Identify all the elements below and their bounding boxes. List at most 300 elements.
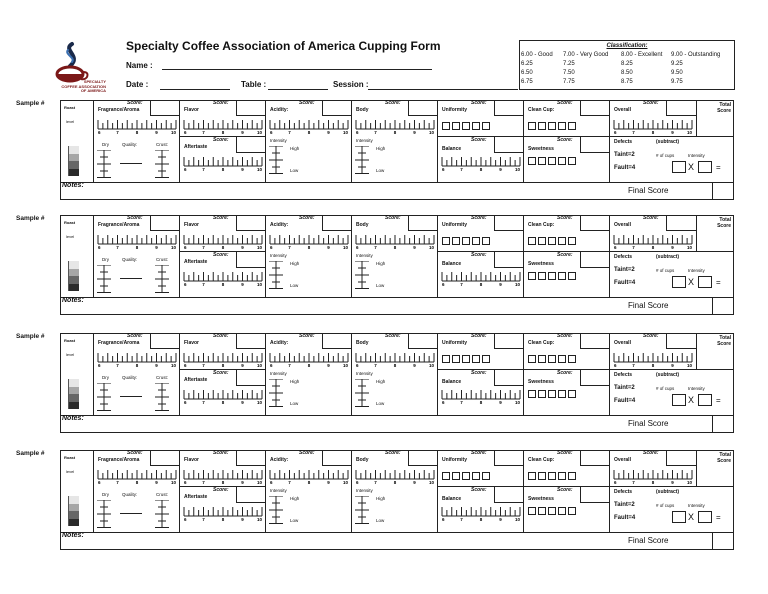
roast-swatch[interactable] xyxy=(68,496,79,504)
taint-label: Taint=2 xyxy=(614,267,635,273)
cup-checkbox[interactable] xyxy=(568,157,576,165)
acidity-score-box[interactable]: Score: xyxy=(322,215,352,231)
fragrance-label: Fragrance/Aroma xyxy=(98,340,140,346)
overall-score-box[interactable]: Score: xyxy=(666,215,696,231)
cup-checkbox[interactable] xyxy=(462,237,470,245)
clean-cup-score-box[interactable]: Score: xyxy=(580,450,610,466)
scale-tick-label: 8 xyxy=(393,480,397,484)
clean-cup-score-box[interactable]: Score: xyxy=(580,215,610,231)
overall-score-box[interactable]: Score: xyxy=(666,333,696,349)
acidity-intensity-scale[interactable] xyxy=(268,261,284,294)
flavor-section xyxy=(180,215,266,297)
scale-tick-label: 6 xyxy=(442,400,445,404)
fragrance-scale[interactable] xyxy=(96,120,178,134)
sweetness-score-box[interactable]: Score: xyxy=(580,487,610,503)
fragrance-scale[interactable] xyxy=(96,235,178,249)
quality-line[interactable] xyxy=(120,163,142,164)
cup-checkbox[interactable] xyxy=(528,157,536,165)
aftertaste-scale[interactable] xyxy=(182,507,264,521)
scale-tick-label: 6 xyxy=(614,480,617,484)
sweetness-score-box[interactable]: Score: xyxy=(580,137,610,153)
aftertaste-score-box[interactable]: Score: xyxy=(236,487,266,503)
acidity-intensity-scale[interactable] xyxy=(268,379,284,412)
scale-tick-label: 8 xyxy=(221,245,225,249)
roast-swatch[interactable] xyxy=(68,161,79,169)
body-intensity-label: Intensity xyxy=(356,138,373,143)
uniformity-label: Uniformity xyxy=(442,222,467,228)
cup-checkbox[interactable] xyxy=(528,237,536,245)
aftertaste-score-box[interactable]: Score: xyxy=(236,370,266,386)
acidity-score-box[interactable]: Score: xyxy=(322,333,352,349)
subtract-label: (subtract) xyxy=(656,489,680,495)
flavor-scale[interactable] xyxy=(182,235,264,249)
num-cups-box[interactable] xyxy=(672,511,686,523)
cup-checkbox[interactable] xyxy=(548,237,556,245)
cup-checkbox[interactable] xyxy=(462,355,470,363)
scale-tick-label: 6 xyxy=(442,167,445,171)
classification-box xyxy=(519,40,735,90)
dry-intensity-scale[interactable] xyxy=(96,500,112,533)
fragrance-score-box[interactable]: Score: xyxy=(150,450,180,466)
roast-level-swatches[interactable] xyxy=(68,146,78,176)
clean-cup-section xyxy=(524,450,610,532)
scale-tick-label: 8 xyxy=(221,363,225,367)
cup-checkbox[interactable] xyxy=(442,472,450,480)
cup-checkbox[interactable] xyxy=(558,355,566,363)
cup-checkbox[interactable] xyxy=(538,272,546,280)
num-cups-label: # of cups xyxy=(656,503,675,508)
scale-tick-label: 6 xyxy=(270,245,273,249)
body-score-box[interactable]: Score: xyxy=(408,215,438,231)
quality-line[interactable] xyxy=(120,396,142,397)
cup-checkbox[interactable] xyxy=(568,472,576,480)
cup-checkbox[interactable] xyxy=(452,472,460,480)
balance-score-box[interactable]: Score: xyxy=(494,137,524,153)
balance-score-box[interactable]: Score: xyxy=(494,370,524,386)
body-high-label: High xyxy=(376,496,386,501)
cup-checkbox[interactable] xyxy=(528,355,536,363)
session-label: Session : xyxy=(333,80,369,89)
overall-scale[interactable] xyxy=(612,353,694,367)
body-scale[interactable] xyxy=(354,235,436,249)
level-label: level xyxy=(66,352,75,357)
acidity-intensity-scale[interactable] xyxy=(268,496,284,529)
clean-cup-score-box[interactable]: Score: xyxy=(580,100,610,116)
scale-tick-label: 6 xyxy=(184,130,187,134)
fragrance-scale[interactable] xyxy=(96,470,178,484)
cup-checkbox[interactable] xyxy=(482,122,490,130)
dry-label: Dry xyxy=(102,142,109,147)
flavor-scale[interactable] xyxy=(182,353,264,367)
body-score-box[interactable]: Score: xyxy=(408,100,438,116)
cup-checkbox[interactable] xyxy=(528,507,536,515)
roast-swatch[interactable] xyxy=(68,379,79,387)
aftertaste-scale[interactable] xyxy=(182,157,264,171)
scale-tick-label: 10 xyxy=(428,363,434,367)
scale-tick-label: 10 xyxy=(428,245,434,249)
num-cups-box[interactable] xyxy=(672,161,686,173)
intensity-defect-label: Intensity xyxy=(688,386,705,391)
roast-swatch[interactable] xyxy=(68,519,79,527)
roast-level-swatches[interactable] xyxy=(68,379,78,409)
crust-intensity-scale[interactable] xyxy=(154,500,170,533)
notes-label[interactable]: Notes: xyxy=(62,182,84,189)
body-intensity-scale[interactable] xyxy=(354,379,370,412)
scale-tick-label: 10 xyxy=(514,517,520,521)
final-score-box[interactable] xyxy=(712,415,734,433)
scale-tick-label: 6 xyxy=(356,363,359,367)
cup-checkbox[interactable] xyxy=(548,472,556,480)
times-sign: X xyxy=(688,512,695,522)
logo-wordmark: SPECIALTY COFFEE ASSOCIATION OF AMERICA xyxy=(61,79,106,94)
scale-tick-label: 8 xyxy=(307,245,311,249)
scale-tick-label: 8 xyxy=(135,363,139,367)
cup-checkbox[interactable] xyxy=(538,237,546,245)
classification-value: 9.25 xyxy=(671,61,683,67)
scale-tick-label: 7 xyxy=(374,130,377,134)
sweetness-cell xyxy=(524,486,610,532)
overall-scale[interactable] xyxy=(612,235,694,249)
sample-number-label: Sample # xyxy=(16,100,45,107)
date-field[interactable] xyxy=(160,89,230,90)
cup-checkbox[interactable] xyxy=(538,157,546,165)
sample-number-label: Sample # xyxy=(16,333,45,340)
scale-tick-label: 8 xyxy=(479,400,483,404)
cup-checkbox[interactable] xyxy=(452,237,460,245)
cup-checkbox[interactable] xyxy=(548,355,556,363)
notes-label[interactable]: Notes: xyxy=(62,415,84,422)
sample-row xyxy=(16,333,734,433)
final-score-box[interactable] xyxy=(712,182,734,200)
cup-checkbox[interactable] xyxy=(568,507,576,515)
body-intensity-scale[interactable] xyxy=(354,261,370,294)
scale-tick-label: 6 xyxy=(184,400,187,404)
roast-swatch[interactable] xyxy=(68,269,79,277)
cup-checkbox[interactable] xyxy=(472,472,480,480)
roast-label: Roast xyxy=(64,220,76,225)
defect-intensity-box[interactable] xyxy=(698,394,712,406)
roast-swatch[interactable] xyxy=(68,146,79,154)
cup-checkbox[interactable] xyxy=(528,390,536,398)
intensity-defect-label: Intensity xyxy=(688,503,705,508)
classification-value: 9.00 - Outstanding xyxy=(671,52,721,58)
scale-tick-label: 9 xyxy=(413,363,416,367)
classification-value: 9.50 xyxy=(671,70,683,76)
aftertaste-label: Aftertaste xyxy=(184,144,208,150)
cup-checkbox[interactable] xyxy=(482,237,490,245)
cup-checkbox[interactable] xyxy=(548,157,556,165)
defects-label: Defects xyxy=(614,372,633,378)
uniformity-score-box[interactable]: Score: xyxy=(494,100,524,116)
scale-tick-label: 8 xyxy=(221,167,225,171)
clean-cup-score-box[interactable]: Score: xyxy=(580,333,610,349)
roast-swatch[interactable] xyxy=(68,394,79,402)
roast-swatch[interactable] xyxy=(68,387,79,395)
acidity-score-box[interactable]: Score: xyxy=(322,450,352,466)
defect-intensity-box[interactable] xyxy=(698,161,712,173)
cup-checkbox[interactable] xyxy=(528,472,536,480)
scale-tick-label: 7 xyxy=(288,130,291,134)
name-field[interactable] xyxy=(162,69,432,70)
intensity-defect-label: Intensity xyxy=(688,153,705,158)
scale-tick-label: 10 xyxy=(170,363,176,367)
times-sign: X xyxy=(688,277,695,287)
score-label: Score xyxy=(717,458,731,464)
scale-tick-label: 7 xyxy=(202,130,205,134)
table-field[interactable] xyxy=(268,89,328,90)
cup-checkbox[interactable] xyxy=(462,122,470,130)
scale-tick-label: 9 xyxy=(327,480,330,484)
fragrance-score-box[interactable]: Score: xyxy=(150,333,180,349)
cup-checkbox[interactable] xyxy=(472,237,480,245)
cup-checkbox[interactable] xyxy=(442,122,450,130)
overall-score-box[interactable]: Score: xyxy=(666,100,696,116)
acidity-scale[interactable] xyxy=(268,353,350,367)
cup-checkbox[interactable] xyxy=(528,122,536,130)
cup-checkbox[interactable] xyxy=(548,390,556,398)
balance-score-box[interactable]: Score: xyxy=(494,252,524,268)
flavor-score-box[interactable]: Score: xyxy=(236,215,266,231)
scale-tick-label: 9 xyxy=(241,167,244,171)
body-score-box[interactable]: Score: xyxy=(408,333,438,349)
roast-swatch[interactable] xyxy=(68,511,79,519)
overall-section xyxy=(610,450,734,532)
body-score-box[interactable]: Score: xyxy=(408,450,438,466)
num-cups-box[interactable] xyxy=(672,394,686,406)
balance-scale[interactable] xyxy=(440,507,522,521)
cup-checkbox[interactable] xyxy=(558,237,566,245)
acidity-scale[interactable] xyxy=(268,470,350,484)
cup-checkbox[interactable] xyxy=(538,355,546,363)
cup-checkbox[interactable] xyxy=(568,272,576,280)
roast-swatch[interactable] xyxy=(68,504,79,512)
sweetness-cell xyxy=(524,369,610,415)
cup-checkbox[interactable] xyxy=(568,237,576,245)
fragrance-scale[interactable] xyxy=(96,353,178,367)
acidity-score-box[interactable]: Score: xyxy=(322,100,352,116)
cup-checkbox[interactable] xyxy=(442,237,450,245)
aftertaste-scale[interactable] xyxy=(182,390,264,404)
balance-scale[interactable] xyxy=(440,272,522,286)
total-label: Total xyxy=(719,452,731,458)
balance-score-box[interactable]: Score: xyxy=(494,487,524,503)
aftertaste-label: Aftertaste xyxy=(184,494,208,500)
defect-intensity-box[interactable] xyxy=(698,511,712,523)
scale-tick-label: 7 xyxy=(460,517,463,521)
sweetness-score-box[interactable]: Score: xyxy=(580,252,610,268)
scale-tick-label: 6 xyxy=(442,517,445,521)
cup-checkbox[interactable] xyxy=(528,272,536,280)
final-score-box[interactable] xyxy=(712,297,734,315)
cup-checkbox[interactable] xyxy=(538,122,546,130)
uniformity-section xyxy=(438,450,524,532)
scale-tick-label: 10 xyxy=(342,130,348,134)
acidity-intensity-label: Intensity xyxy=(270,488,287,493)
cup-checkbox[interactable] xyxy=(442,355,450,363)
scale-tick-label: 9 xyxy=(241,517,244,521)
dry-intensity-scale[interactable] xyxy=(96,265,112,298)
roast-swatch[interactable] xyxy=(68,169,79,177)
quality-line[interactable] xyxy=(120,278,142,279)
cup-checkbox[interactable] xyxy=(538,472,546,480)
scale-tick-label: 10 xyxy=(342,245,348,249)
quality-line[interactable] xyxy=(120,513,142,514)
final-score-box[interactable] xyxy=(712,532,734,550)
score-label: Score xyxy=(717,223,731,229)
cup-checkbox[interactable] xyxy=(548,507,556,515)
scale-tick-label: 8 xyxy=(221,400,225,404)
scale-tick-label: 10 xyxy=(170,245,176,249)
scale-tick-label: 9 xyxy=(155,363,158,367)
scale-tick-label: 9 xyxy=(499,167,502,171)
session-field[interactable] xyxy=(368,89,518,90)
crust-label: Crust: xyxy=(156,375,169,380)
acidity-high-label: High xyxy=(290,496,300,501)
acidity-label: Acidity: xyxy=(270,340,289,346)
body-scale[interactable] xyxy=(354,470,436,484)
fragrance-score-box[interactable]: Score: xyxy=(150,100,180,116)
num-cups-box[interactable] xyxy=(672,276,686,288)
dry-intensity-scale[interactable] xyxy=(96,383,112,416)
acidity-section xyxy=(266,450,352,532)
dry-intensity-scale[interactable] xyxy=(96,150,112,183)
uniformity-score-box[interactable]: Score: xyxy=(494,333,524,349)
defect-intensity-box[interactable] xyxy=(698,276,712,288)
overall-scale[interactable] xyxy=(612,120,694,134)
scale-tick-label: 6 xyxy=(356,130,359,134)
scale-tick-label: 7 xyxy=(202,480,205,484)
cup-checkbox[interactable] xyxy=(548,122,556,130)
acidity-scale[interactable] xyxy=(268,120,350,134)
acidity-intensity-label: Intensity xyxy=(270,371,287,376)
notes-label[interactable]: Notes: xyxy=(62,297,84,304)
roast-swatch[interactable] xyxy=(68,284,79,292)
body-scale[interactable] xyxy=(354,353,436,367)
uniformity-label: Uniformity xyxy=(442,457,467,463)
scale-tick-label: 9 xyxy=(499,517,502,521)
roast-level-swatches[interactable] xyxy=(68,261,78,291)
notes-label[interactable]: Notes: xyxy=(62,532,84,539)
cup-checkbox[interactable] xyxy=(568,355,576,363)
sample-number-label: Sample # xyxy=(16,450,45,457)
acidity-high-label: High xyxy=(290,146,300,151)
total-score-cell xyxy=(696,333,734,369)
clean-cup-section xyxy=(524,333,610,415)
overall-section xyxy=(610,215,734,297)
scale-tick-label: 10 xyxy=(686,130,692,134)
cup-checkbox[interactable] xyxy=(452,122,460,130)
cup-checkbox[interactable] xyxy=(558,472,566,480)
roast-swatch[interactable] xyxy=(68,402,79,410)
num-cups-label: # of cups xyxy=(656,153,675,158)
flavor-score-box[interactable]: Score: xyxy=(236,100,266,116)
scale-tick-label: 10 xyxy=(514,282,520,286)
cup-checkbox[interactable] xyxy=(482,472,490,480)
cup-checkbox[interactable] xyxy=(472,122,480,130)
classification-value: 6.00 - Good xyxy=(521,52,553,58)
uniformity-score-box[interactable]: Score: xyxy=(494,215,524,231)
aftertaste-score-box[interactable]: Score: xyxy=(236,137,266,153)
uniformity-score-box[interactable]: Score: xyxy=(494,450,524,466)
roast-swatch[interactable] xyxy=(68,154,79,162)
body-label: Body xyxy=(356,457,369,463)
scale-tick-label: 7 xyxy=(374,363,377,367)
aftertaste-scale[interactable] xyxy=(182,272,264,286)
quality-label: Quality: xyxy=(122,257,138,262)
cup-checkbox[interactable] xyxy=(482,355,490,363)
flavor-scale[interactable] xyxy=(182,120,264,134)
classification-value: 8.25 xyxy=(621,61,633,67)
flavor-score-box[interactable]: Score: xyxy=(236,333,266,349)
scale-tick-label: 6 xyxy=(614,363,617,367)
scale-tick-label: 8 xyxy=(393,245,397,249)
aftertaste-score-box[interactable]: Score: xyxy=(236,252,266,268)
cup-checkbox[interactable] xyxy=(472,355,480,363)
body-intensity-scale[interactable] xyxy=(354,496,370,529)
fragrance-score-box[interactable]: Score: xyxy=(150,215,180,231)
scale-tick-label: 9 xyxy=(241,130,244,134)
classification-value: 9.75 xyxy=(671,79,683,85)
crust-intensity-scale[interactable] xyxy=(154,265,170,298)
sweetness-label: Sweetness xyxy=(528,379,554,385)
acidity-label: Acidity: xyxy=(270,457,289,463)
scale-tick-label: 6 xyxy=(98,363,101,367)
roast-section xyxy=(60,450,94,532)
crust-intensity-scale[interactable] xyxy=(154,150,170,183)
cup-checkbox[interactable] xyxy=(462,472,470,480)
classification-value: 8.75 xyxy=(621,79,633,85)
cup-checkbox[interactable] xyxy=(538,390,546,398)
table-label: Table : xyxy=(241,80,267,89)
scale-tick-label: 8 xyxy=(221,282,225,286)
roast-swatch[interactable] xyxy=(68,261,79,269)
flavor-scale[interactable] xyxy=(182,470,264,484)
body-scale[interactable] xyxy=(354,120,436,134)
crust-intensity-scale[interactable] xyxy=(154,383,170,416)
flavor-score-box[interactable]: Score: xyxy=(236,450,266,466)
uniformity-section xyxy=(438,215,524,297)
cup-checkbox[interactable] xyxy=(452,355,460,363)
cup-checkbox[interactable] xyxy=(558,507,566,515)
acidity-intensity-scale[interactable] xyxy=(268,146,284,179)
cup-checkbox[interactable] xyxy=(568,122,576,130)
scale-tick-label: 7 xyxy=(288,363,291,367)
scale-tick-label: 8 xyxy=(479,167,483,171)
sweetness-score-box[interactable]: Score: xyxy=(580,370,610,386)
overall-scale[interactable] xyxy=(612,470,694,484)
balance-scale[interactable] xyxy=(440,157,522,171)
body-high-label: High xyxy=(376,146,386,151)
body-intensity-scale[interactable] xyxy=(354,146,370,179)
cup-checkbox[interactable] xyxy=(538,507,546,515)
acidity-scale[interactable] xyxy=(268,235,350,249)
roast-level-swatches[interactable] xyxy=(68,496,78,526)
cup-checkbox[interactable] xyxy=(548,272,556,280)
scale-tick-label: 10 xyxy=(170,480,176,484)
clean-cup-section xyxy=(524,100,610,182)
overall-score-box[interactable]: Score: xyxy=(666,450,696,466)
roast-swatch[interactable] xyxy=(68,276,79,284)
flavor-section xyxy=(180,100,266,182)
balance-scale[interactable] xyxy=(440,390,522,404)
scale-tick-label: 6 xyxy=(184,282,187,286)
cup-checkbox[interactable] xyxy=(558,157,566,165)
cup-checkbox[interactable] xyxy=(568,390,576,398)
cup-checkbox[interactable] xyxy=(558,390,566,398)
balance-label: Balance xyxy=(442,261,462,267)
cup-checkbox[interactable] xyxy=(558,122,566,130)
cup-checkbox[interactable] xyxy=(558,272,566,280)
